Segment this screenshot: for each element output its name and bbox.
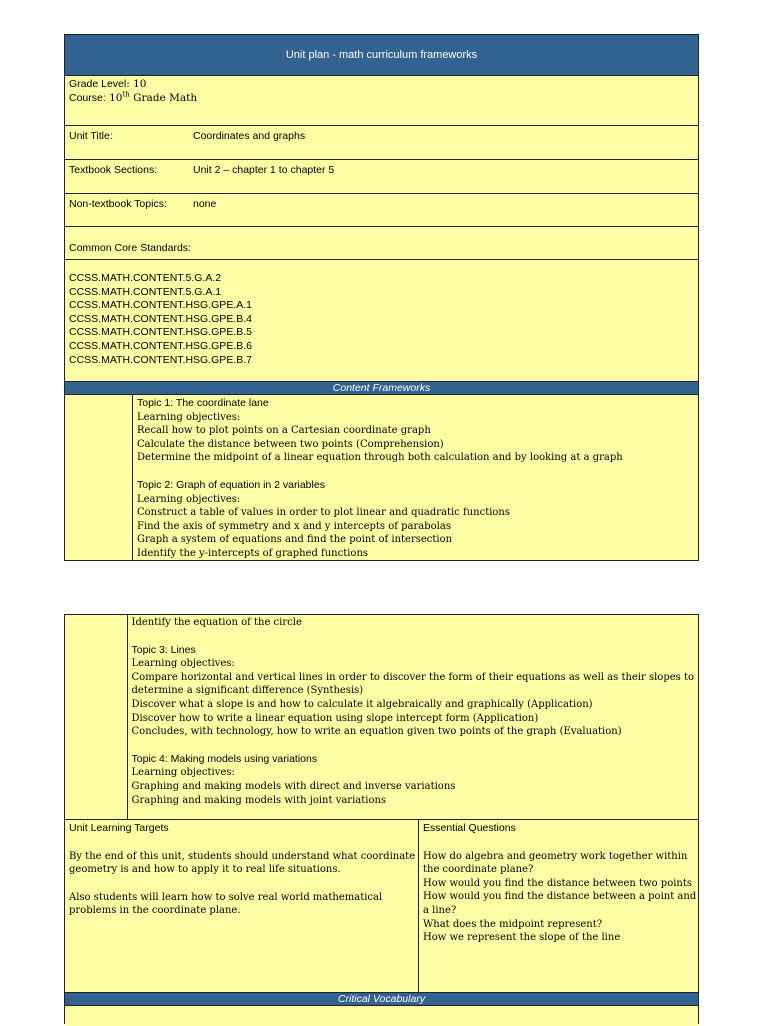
essential-questions-label: Essential Questions [423, 822, 516, 834]
topic2-line: Find the axis of symmetry and x and y intercepts of parabolas [137, 520, 451, 532]
question-line: the coordinate plane? [423, 864, 534, 876]
grade-course-row [65, 76, 698, 126]
standard-item: CCSS.MATH.CONTENT.HSG.GPE.B.5 [69, 326, 252, 339]
empty-left-cell [65, 615, 128, 819]
targets-line: By the end of this unit, students should understand what coordinate [69, 850, 416, 862]
question-line: How would you find the distance between two points [423, 877, 693, 889]
topic4-line: Graphing and making models with joint variations [131, 794, 387, 806]
topic1-line: Learning objectives: [137, 411, 241, 423]
topic3-line: Concludes, with technology, how to write an equation given two points of the graph (Evaluation) [131, 726, 622, 738]
question-line: What does the midpoint represent? [423, 918, 603, 930]
grade-value: : 10 [126, 78, 147, 90]
topics-cell [133, 395, 698, 560]
question-line: How we represent the slope of the line [423, 932, 621, 944]
standard-item: CCSS.MATH.CONTENT.HSG.GPE.B.4 [69, 312, 252, 325]
topic1-line: Calculate the distance between two points (Comprehension) [137, 438, 444, 450]
question-line: a line? [423, 904, 457, 916]
topics-cell [128, 615, 698, 819]
common-core-label: Common Core Standards: [69, 242, 191, 254]
topic2-title: Topic 2: Graph of equation in 2 variables [137, 478, 325, 491]
topic2-line: Learning objectives: [137, 493, 241, 505]
topic4-title: Topic 4: Making models using variations [131, 752, 318, 765]
topic2-continued-line: Identify the equation of the circle [131, 617, 302, 628]
topic2-line: Graph a system of equations and find the point of intersection [137, 534, 453, 546]
topic4-line: Graphing and making models with direct and inverse variations [131, 780, 456, 792]
empty-left-cell [65, 395, 133, 560]
topic2-line: Identify the y-intercepts of graphed functions [137, 547, 369, 559]
topic3-line: Discover how to write a linear equation using slope intercept form (Application) [131, 712, 539, 724]
targets-questions-row [65, 820, 698, 993]
nontextbook-row [65, 194, 698, 227]
topic3-line: Learning objectives: [131, 658, 235, 670]
topic3-title: Topic 3: Lines [131, 643, 196, 656]
standard-item: CCSS.MATH.CONTENT.5.G.A.2 [69, 272, 222, 284]
learning-targets-label: Unit Learning Targets [69, 822, 169, 834]
topic2-line: Construct a table of values in order to plot linear and quadratic functions [137, 507, 511, 519]
textbook-row [65, 160, 698, 194]
question-line: How would you find the distance between a point and [423, 891, 697, 903]
standard-item: CCSS.MATH.CONTENT.HSG.GPE.A.1 [69, 299, 252, 312]
topic3-line: Compare horizontal and vertical lines in order to discover the form of their equations as well as their slopes to [131, 671, 694, 683]
essential-questions-cell [419, 820, 700, 992]
content-frameworks-body-continued [65, 615, 698, 820]
standard-item: CCSS.MATH.CONTENT.5.G.A.1 [69, 285, 222, 298]
content-frameworks-body [65, 395, 698, 560]
critical-vocabulary-body [65, 1006, 698, 1026]
topic3-line: determine a significant difference (Synthesis) [131, 685, 364, 697]
targets-line: Also students will learn how to solve real world mathematical [69, 891, 383, 903]
nontextbook-label: Non-textbook Topics: [69, 198, 167, 210]
unit-title-value: Coordinates and graphs [193, 130, 306, 142]
standard-item: CCSS.MATH.CONTENT.HSG.GPE.B.6 [69, 339, 252, 352]
targets-line: geometry is and how to apply it to real life situations. [69, 864, 341, 876]
common-core-list [65, 260, 698, 382]
question-line: How do algebra and geometry work together within [423, 850, 688, 862]
textbook-label: Textbook Sections: [69, 164, 158, 176]
unit-title-label: Unit Title: [69, 130, 113, 142]
unit-title-row [65, 126, 698, 160]
unit-plan-table-continued [64, 614, 699, 1024]
critical-vocabulary-band: Critical Vocabulary [65, 993, 698, 1006]
content-frameworks-band: Content Frameworks [65, 382, 698, 395]
topic3-line: Discover what a slope is and how to calculate it algebraically and graphically (Application) [131, 698, 593, 710]
unit-plan-table [64, 34, 699, 561]
table-title: Unit plan - math curriculum frameworks [65, 35, 698, 76]
course-label: Course: [69, 91, 106, 104]
topic4-line: Learning objectives: [131, 767, 235, 779]
topic1-title: Topic 1: The coordinate lane [137, 397, 269, 409]
course-sup: th [122, 90, 130, 99]
common-core-label-row [65, 227, 698, 260]
topic1-line: Recall how to plot points on a Cartesian coordinate graph [137, 425, 431, 437]
grade-label: Grade Level [69, 78, 127, 90]
targets-line: problems in the coordinate plane. [69, 905, 241, 917]
nontextbook-value: none [193, 198, 217, 210]
textbook-value: Unit 2 – chapter 1 to chapter 5 [193, 164, 335, 176]
standard-item: CCSS.MATH.CONTENT.HSG.GPE.B.7 [69, 353, 252, 366]
course-rest: Grade Math [129, 91, 198, 104]
topic1-line: Determine the midpoint of a linear equation through both calculation and by looking at a graph [137, 452, 623, 464]
course-num: 10 [109, 91, 123, 104]
learning-targets-cell [65, 820, 419, 992]
